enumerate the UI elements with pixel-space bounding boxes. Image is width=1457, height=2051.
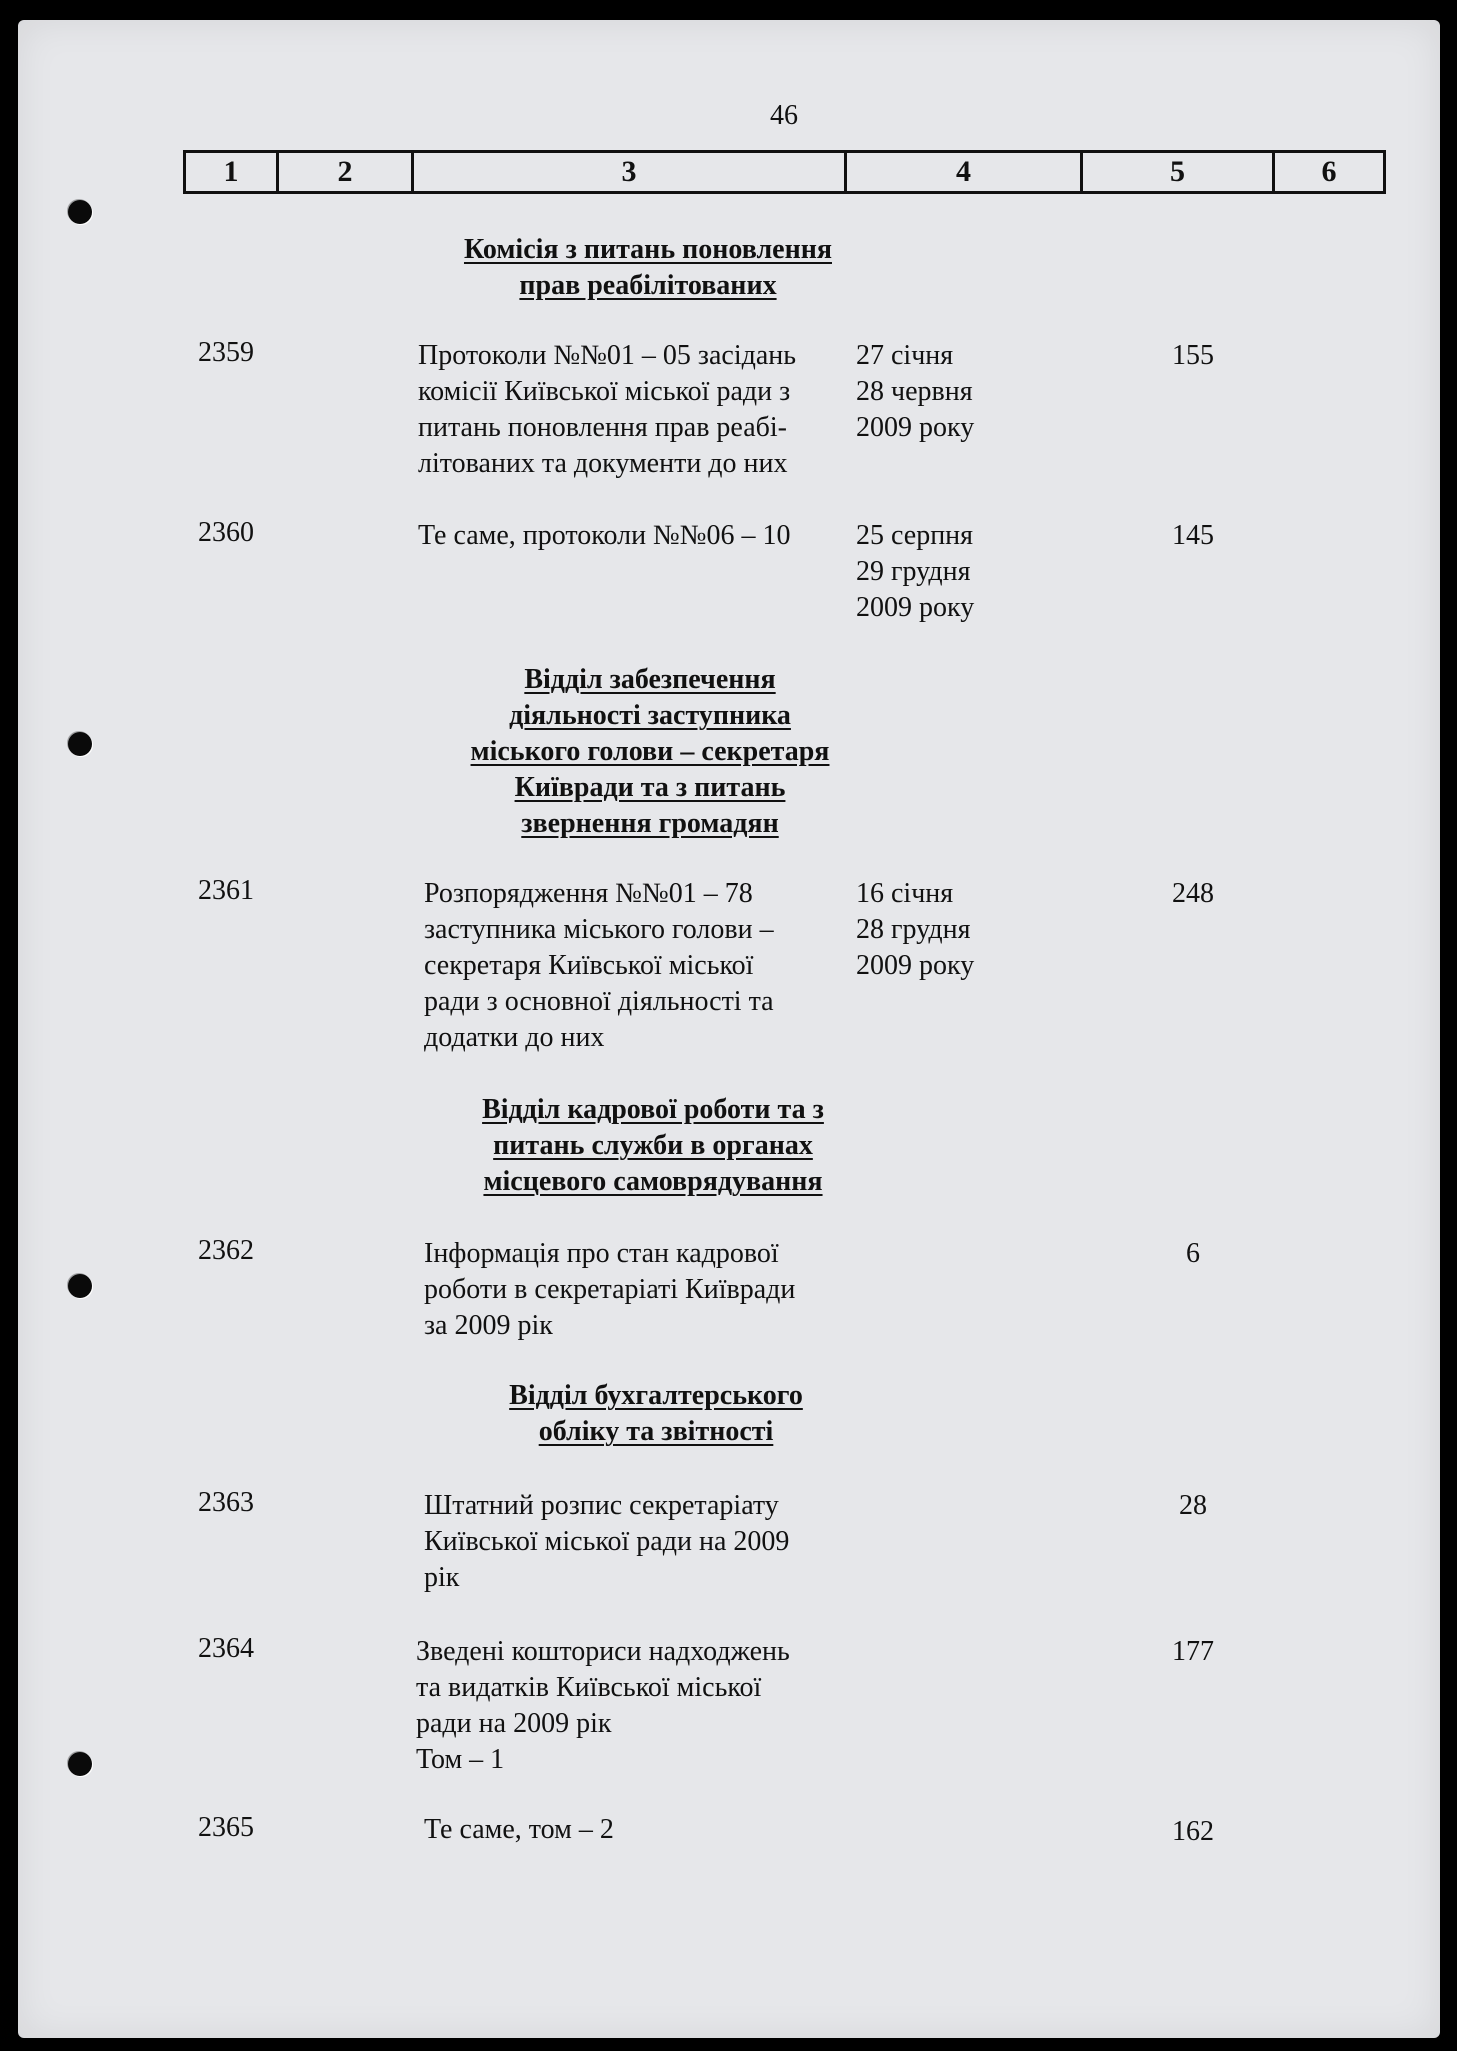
entry-sheets: 155 (1172, 340, 1214, 371)
entry-title: Розпорядження №№01 – 78 заступника міського голови – секретаря Київської міської ради з основної діяльності та додатки до них (424, 878, 774, 1053)
punch-hole (68, 1752, 92, 1776)
column-header-6: 6 (1274, 152, 1385, 193)
entry-title: Штатний розпис секретаріату Київської міської ради на 2009 рік (424, 1490, 790, 1593)
punch-hole (68, 1274, 92, 1298)
punch-hole (68, 200, 92, 224)
entry-sheets: 6 (1186, 1238, 1200, 1269)
entry-number: 2360 (198, 517, 254, 548)
entry-title: Те саме, том – 2 (424, 1814, 614, 1845)
entry-number: 2364 (198, 1633, 254, 1664)
section-title: Відділ кадрової роботи та з питань служби в органах місцевого самоврядування (482, 1094, 824, 1197)
column-header-4: 4 (846, 152, 1082, 193)
entry-number: 2359 (198, 337, 254, 368)
entry-title: Те саме, протоколи №№06 – 10 (418, 520, 791, 551)
section-title: Відділ бухгалтерського обліку та звітності (509, 1380, 803, 1447)
column-header-5: 5 (1082, 152, 1274, 193)
entry-dates: 27 січня 28 червня 2009 року (856, 340, 975, 443)
document-page (18, 20, 1440, 2038)
entry-title: Інформація про стан кадрової роботи в секретаріаті Київради за 2009 рік (424, 1238, 796, 1341)
entry-number: 2365 (198, 1812, 254, 1843)
entry-sheets: 248 (1172, 878, 1214, 909)
entry-sheets: 28 (1179, 1490, 1207, 1521)
entry-number: 2361 (198, 875, 254, 906)
entry-sheets: 177 (1172, 1636, 1214, 1667)
page-number: 46 (770, 100, 798, 131)
column-header-1: 1 (185, 152, 278, 193)
column-header-2: 2 (278, 152, 413, 193)
column-header-table (183, 150, 1386, 194)
entry-sheets: 162 (1172, 1816, 1214, 1847)
entry-dates: 16 січня 28 грудня 2009 року (856, 878, 975, 981)
entry-sheets: 145 (1172, 520, 1214, 551)
punch-hole (68, 732, 92, 756)
entry-number: 2363 (198, 1487, 254, 1518)
column-header-3: 3 (413, 152, 846, 193)
entry-number: 2362 (198, 1235, 254, 1266)
entry-title: Протоколи №№01 – 05 засідань комісії Київської міської ради з питань поновлення прав реабі- літованих та документи до них (418, 340, 797, 479)
section-title: Відділ забезпечення діяльності заступника міського голови – секретаря Київради та з питань звернення громадян (470, 664, 830, 839)
entry-dates: 25 серпня 29 грудня 2009 року (856, 520, 975, 623)
entry-title: Зведені кошториси надходжень та видатків Київської міської ради на 2009 рік Том – 1 (416, 1636, 790, 1775)
section-title: Комісія з питань поновлення прав реабілітованих (463, 234, 832, 301)
